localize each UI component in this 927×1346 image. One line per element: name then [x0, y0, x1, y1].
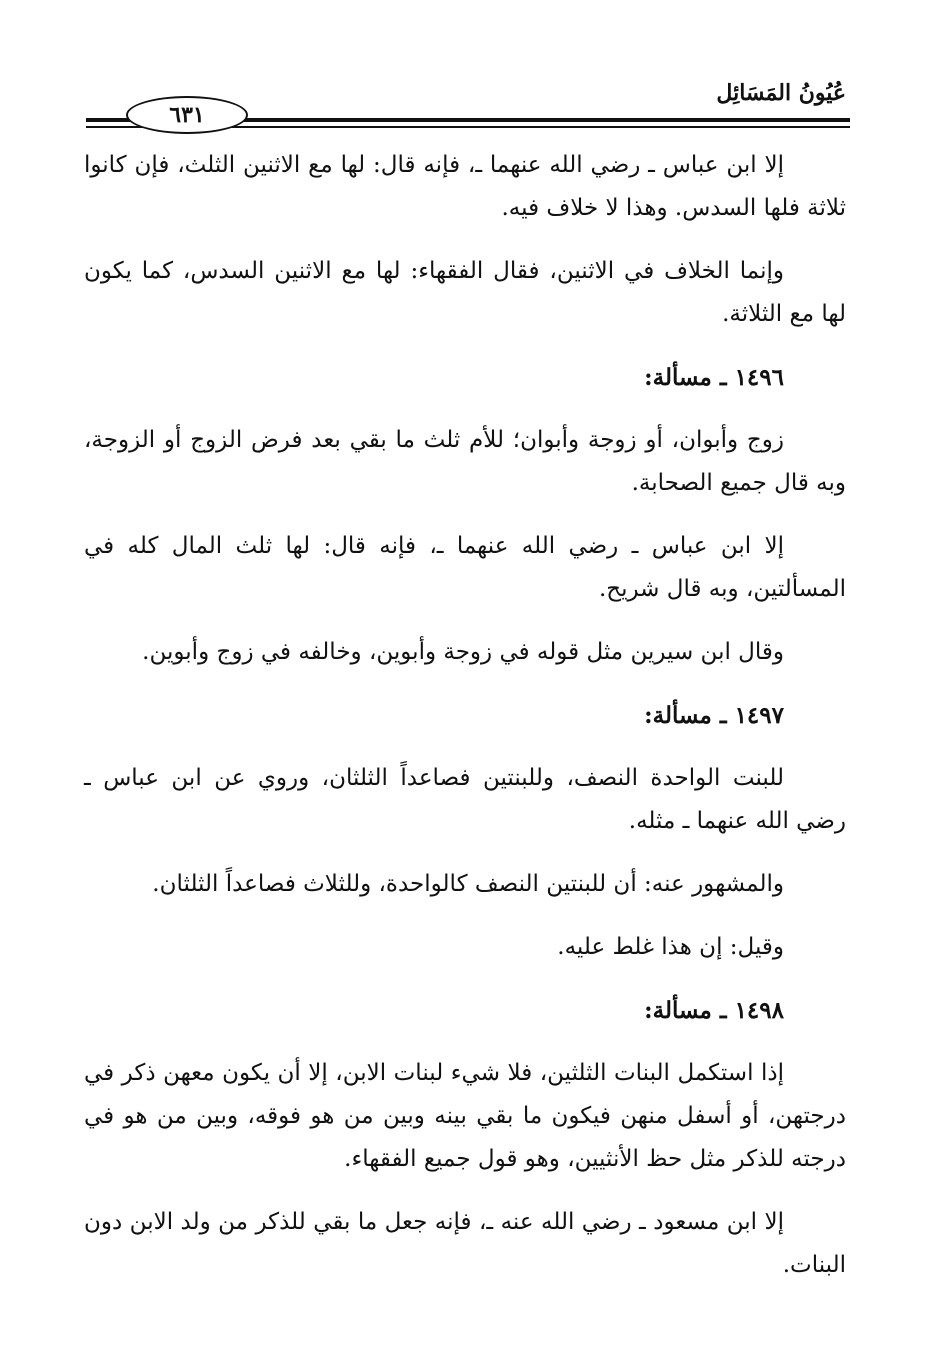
paragraph: وقيل: إن هذا غلط عليه.: [557, 934, 784, 960]
paragraph: إلا ابن عباس ـ رضي الله عنهما ـ، فإنه قال: لها مع الاثنين الثلث، فإن كانوا ثلاثة فلها السدس. وهذا لا خلاف فيه.: [84, 152, 846, 221]
paragraph: وإنما الخلاف في الاثنين، فقال الفقهاء: لها مع الاثنين السدس، كما يكون لها مع الثلاثة.: [84, 258, 846, 327]
paragraph: إذا استكمل البنات الثلثين، فلا شيء لبنات الابن، إلا أن يكون معهن ذكر في درجتهن، أو أسفل منهن فيكون ما بقي بينه وبين من هو فوقه، وبين من هو في درجته للذكر مثل حظ الأنثيين، وهو قول جميع الفقهاء.: [84, 1060, 846, 1172]
page-body: [84, 144, 846, 1307]
page-header: [86, 74, 850, 130]
paragraph: وقال ابن سيرين مثل قوله في زوجة وأبوين، وخالفه في زوج وأبوين.: [142, 639, 784, 665]
paragraph: إلا ابن مسعود ـ رضي الله عنه ـ، فإنه جعل ما بقي للذكر من ولد الابن دون البنات.: [84, 1209, 846, 1278]
issue-heading-1498: ١٤٩٨ ـ مسألة:: [644, 997, 784, 1024]
paragraph: والمشهور عنه: أن للبنتين النصف كالواحدة، وللثلاث فصاعداً الثلثان.: [152, 871, 784, 897]
paragraph: زوج وأبوان، أو زوجة وأبوان؛ للأم ثلث ما بقي بعد فرض الزوج أو الزوجة، وبه قال جميع الصحابة.: [84, 427, 846, 496]
paragraph: إلا ابن عباس ـ رضي الله عنهما ـ، فإنه قال: لها ثلث المال كله في المسألتين، وبه قال شريح.: [84, 533, 846, 602]
book-title: عُيُونُ المَسَائِل: [716, 80, 846, 106]
issue-heading-1497: ١٤٩٧ ـ مسألة:: [644, 702, 784, 729]
paragraph: للبنت الواحدة النصف، وللبنتين فصاعداً الثلثان، وروي عن ابن عباس ـ رضي الله عنهما ـ مثله.: [84, 765, 846, 834]
page-number: ٦٣١: [126, 96, 248, 134]
issue-heading-1496: ١٤٩٦ ـ مسألة:: [644, 364, 784, 391]
